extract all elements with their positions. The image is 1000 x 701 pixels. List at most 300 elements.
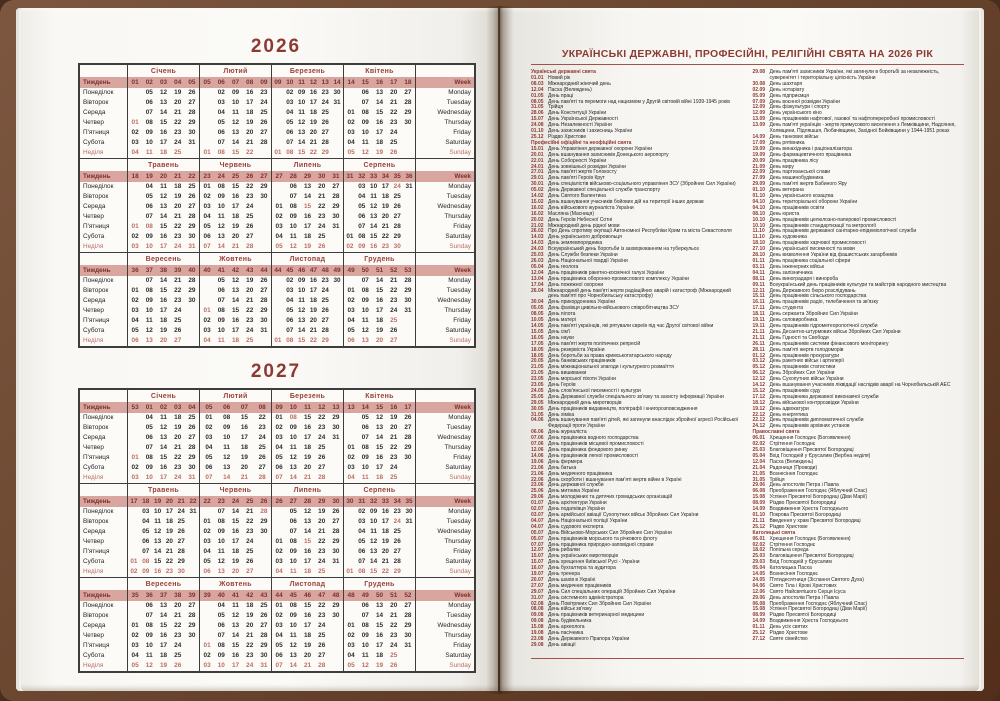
holiday-title: День працівників радіо, телебачення та зв'язку [769, 299, 879, 306]
date-row [128, 286, 199, 296]
week-number: 09 [274, 79, 282, 86]
date-cell: 26 [177, 528, 185, 535]
week-number: 28 [303, 498, 312, 505]
empty-date-cell [272, 128, 284, 138]
week-number: 17 [130, 498, 138, 505]
empty-date-cell [331, 118, 343, 128]
date-cell: 09 [145, 632, 153, 639]
date-cell: 30 [404, 454, 412, 461]
holiday-date: 04.07 [531, 523, 544, 530]
month-name: Серпень [363, 162, 396, 169]
holiday-section-header: Католицькі свята [752, 529, 796, 536]
date-row [344, 547, 415, 557]
calendar-band [80, 483, 474, 577]
holiday-date: 05.12 [752, 364, 766, 371]
date-cell: 26 [258, 454, 266, 461]
date-row [200, 601, 271, 611]
month-row-spacer [80, 578, 127, 590]
holiday-date: 03.11 [752, 263, 765, 270]
holiday-title: День Героїв Небесної Сотні [548, 216, 613, 223]
date-cell: 19 [303, 454, 312, 461]
holiday-title: Трійця [769, 476, 785, 483]
date-cell: 26 [390, 662, 398, 669]
day-label-en: Friday [453, 642, 471, 649]
empty-date-cell [272, 118, 284, 128]
date-cell: 20 [165, 538, 173, 545]
holiday-title: День Державного бюро розслідувань [769, 287, 856, 294]
date-row [200, 453, 271, 463]
holiday-date: 12.04 [531, 269, 544, 276]
date-cell: 07 [205, 474, 213, 481]
left-page [16, 8, 498, 691]
holiday-date: 24.05 [531, 387, 544, 394]
date-cell: 02 [205, 424, 213, 431]
date-cell: 26 [246, 223, 254, 230]
date-cell: 26 [188, 89, 196, 96]
holiday-date: 16.11 [752, 299, 765, 306]
holiday-date: 29.08 [752, 69, 766, 75]
holiday-date: 05.04 [752, 565, 766, 572]
holiday-title: Різдво Христове [769, 523, 808, 530]
date-cell: 10 [217, 203, 225, 210]
holiday-date: 17.12 [752, 393, 766, 400]
date-cell: 05 [275, 243, 283, 250]
empty-date-cell [272, 286, 284, 296]
holiday-date: 20.09 [752, 157, 766, 164]
month-name: Квітень [365, 68, 394, 75]
day-labels-uk [80, 253, 127, 346]
date-cell: 14 [289, 474, 297, 481]
date-cell: 30 [177, 568, 185, 575]
holiday-date: 25.06 [531, 488, 544, 495]
week-number: 44 [260, 267, 268, 274]
date-row [344, 222, 415, 232]
week-number-row [344, 496, 415, 507]
date-cell: 12 [361, 327, 369, 334]
date-cell: 11 [223, 444, 230, 451]
date-cell: 06 [361, 89, 369, 96]
day-label-uk: Неділя [83, 149, 104, 156]
empty-date-cell [128, 212, 142, 222]
date-cell: 06 [217, 622, 225, 629]
week-number: 02 [159, 404, 168, 411]
holiday-title: День працівників ракетно-космічної галузі України [548, 269, 664, 276]
week-number: 02 [145, 79, 153, 86]
holiday-date: 08.10 [752, 210, 766, 217]
empty-date-cell [128, 423, 142, 433]
date-cell: 02 [347, 119, 355, 126]
date-cell: 16 [159, 632, 168, 639]
day-label-en: Week [416, 265, 474, 276]
holiday-title: День Служби безпеки України [548, 252, 618, 259]
date-cell: 12 [375, 414, 384, 421]
week-number-row [272, 496, 343, 507]
date-cell: 02 [203, 317, 211, 324]
date-cell: 12 [159, 424, 168, 431]
date-row [200, 148, 271, 158]
holiday-title: День армійської авіації Сухопутних військ Збройних Сил України [548, 511, 699, 518]
holiday-title: День працівників нафтової, газової та нафтопереробної промисловості [769, 116, 935, 123]
date-cell: 14 [375, 612, 384, 619]
date-cell: 09 [361, 454, 369, 461]
date-cell: 29 [404, 444, 412, 451]
holiday-title: Трійця [548, 104, 564, 111]
holiday-date: 04.06 [531, 417, 544, 424]
week-number: 42 [231, 267, 240, 274]
week-number-row [128, 265, 199, 276]
date-row [200, 463, 271, 473]
date-row [272, 423, 343, 433]
empty-date-cell [272, 326, 284, 336]
date-cell: 23 [318, 213, 326, 220]
day-label-en: Monday [448, 508, 471, 515]
date-row [200, 517, 271, 527]
month-name: Серпень [363, 487, 396, 494]
date-cell: 15 [375, 287, 384, 294]
empty-date-cell [344, 537, 356, 547]
date-cell: 14 [298, 327, 306, 334]
date-cell: 13 [370, 213, 378, 220]
holiday-date: 02.08 [531, 600, 544, 607]
date-row [272, 98, 343, 108]
date-row [128, 232, 199, 242]
date-cell: 06 [203, 568, 211, 575]
date-cell: 10 [145, 474, 153, 481]
date-cell: 04 [347, 474, 355, 481]
week-number: 38 [159, 267, 168, 274]
empty-date-cell [185, 148, 199, 158]
week-number: 34 [393, 498, 401, 505]
date-cell: 18 [174, 414, 182, 421]
empty-date-cell [128, 108, 142, 118]
date-row [128, 507, 199, 517]
month-name: Травень [148, 487, 179, 494]
day-label-uk: Понеділок [83, 89, 114, 96]
date-cell: 28 [404, 277, 412, 284]
date-cell: 17 [303, 434, 312, 441]
date-cell: 28 [188, 612, 196, 619]
date-cell: 31 [189, 508, 197, 515]
date-row [344, 611, 415, 621]
holiday-title: Міжнародний день пам'яті жертв радіаційних аварій і катастроф (Міжнародний день пам'яті про Чорнобильську катастрофу) [548, 287, 731, 300]
date-cell: 05 [203, 558, 211, 565]
date-cell: 04 [347, 652, 355, 659]
date-cell: 21 [174, 213, 182, 220]
date-cell: 02 [131, 632, 139, 639]
date-cell: 01 [274, 149, 282, 156]
date-cell: 04 [131, 149, 139, 156]
date-cell: 11 [289, 233, 297, 240]
day-label-uk: Субота [83, 558, 105, 565]
holiday-date: 05.04 [752, 452, 766, 459]
date-cell: 20 [159, 337, 168, 344]
empty-date-cell [403, 232, 415, 242]
empty-date-cell [401, 651, 415, 661]
week-number: 53 [404, 267, 412, 274]
date-cell: 31 [188, 243, 196, 250]
day-label-uk: Вівторок [83, 99, 109, 106]
empty-date-cell [257, 232, 271, 242]
date-cell: 17 [240, 434, 248, 441]
month-name: Вересень [145, 581, 182, 588]
holiday-date: 08.05 [531, 311, 544, 318]
day-label-uk: Тиждень [80, 77, 127, 88]
date-cell: 03 [347, 129, 355, 136]
holiday-title: День морської піхоти України [548, 376, 616, 383]
day-label-en: Friday [453, 223, 471, 230]
day-label-uk: Субота [83, 327, 105, 334]
date-cell: 06 [145, 602, 153, 609]
week-number: 23 [217, 498, 225, 505]
date-cell: 10 [217, 327, 225, 334]
holiday-date: 22.09 [752, 169, 766, 176]
holiday-date: 29.07 [531, 588, 544, 595]
holiday-date: 27.01 [531, 169, 544, 176]
date-cell: 18 [381, 528, 389, 535]
date-cell: 27 [318, 464, 326, 471]
holiday-date: 29.01 [531, 175, 544, 182]
date-cell: 13 [223, 464, 231, 471]
date-cell: 02 [203, 193, 211, 200]
date-cell: 15 [298, 149, 306, 156]
date-cell: 23 [260, 89, 268, 96]
date-cell: 14 [298, 139, 306, 146]
date-row [272, 631, 343, 641]
date-row [200, 98, 271, 108]
date-cell: 30 [333, 89, 341, 96]
date-cell: 27 [246, 233, 254, 240]
week-number: 52 [390, 267, 398, 274]
date-row [344, 326, 415, 336]
date-cell: 28 [393, 558, 401, 565]
date-row [272, 242, 343, 252]
month-column [343, 578, 415, 671]
date-row [128, 621, 199, 631]
date-cell: 24 [318, 223, 326, 230]
week-number: 19 [145, 173, 153, 180]
date-cell: 21 [381, 558, 389, 565]
week-number: 29 [318, 498, 326, 505]
holiday-title: Свято Найсвятішого Серця Ісуса [769, 588, 846, 595]
date-cell: 01 [131, 223, 139, 230]
date-cell: 30 [188, 233, 196, 240]
holiday-date: 31.05 [531, 104, 544, 111]
date-cell: 24 [174, 139, 182, 146]
date-cell: 20 [390, 89, 398, 96]
holiday-title: День виноградаря і винороба [769, 275, 838, 282]
date-cell: 22 [246, 642, 254, 649]
holiday-title: День апостолів Петра і Павла [769, 482, 839, 489]
holiday-date: 27.10 [752, 246, 766, 253]
holiday-title: День миру [769, 163, 794, 170]
date-cell: 10 [231, 99, 240, 106]
date-cell: 05 [275, 642, 283, 649]
date-cell: 12 [361, 149, 369, 156]
date-cell: 26 [246, 558, 254, 565]
date-cell: 18 [303, 233, 312, 240]
date-cell: 03 [131, 642, 139, 649]
week-number-row [200, 402, 271, 413]
date-cell: 31 [404, 642, 412, 649]
date-cell: 24 [174, 474, 182, 481]
holiday-date: 18.12 [752, 399, 766, 406]
date-row [272, 222, 343, 232]
date-cell: 03 [203, 538, 211, 545]
date-cell: 21 [309, 327, 317, 334]
week-number: 24 [231, 498, 240, 505]
holiday-date: 21.11 [752, 517, 765, 524]
month-column [127, 578, 199, 671]
holiday-title: День залізничника [769, 269, 813, 276]
date-row [128, 276, 199, 286]
holiday-date: 26.02 [531, 228, 544, 235]
date-cell: 14 [231, 632, 240, 639]
month-name: Жовтень [219, 256, 252, 263]
date-row [344, 98, 415, 108]
holiday-date: 25.12 [752, 523, 766, 530]
holiday-title: Міжнародний жіночий день [548, 80, 611, 87]
holiday-date: 24.05 [752, 576, 766, 583]
holiday-date: 24.12 [752, 423, 766, 430]
date-row [128, 192, 199, 202]
calendar-band [80, 390, 474, 483]
month-column [343, 65, 415, 158]
day-labels-en [415, 65, 474, 158]
date-cell: 24 [246, 203, 254, 210]
date-row [128, 547, 199, 557]
empty-date-cell [401, 316, 415, 326]
date-cell: 30 [332, 548, 340, 555]
holiday-title: День українських миротворців [548, 553, 619, 560]
date-cell: 07 [145, 444, 153, 451]
date-cell: 20 [174, 203, 182, 210]
date-cell: 21 [246, 508, 254, 515]
date-cell: 19 [375, 662, 384, 669]
date-row [272, 547, 343, 557]
week-number: 36 [131, 267, 139, 274]
date-cell: 26 [318, 454, 326, 461]
year-title-2026: 2026 [250, 36, 302, 57]
holiday-title: Міжнародний день миротворців [548, 399, 622, 406]
date-row [128, 453, 199, 463]
holiday-date: 24.08 [531, 122, 544, 129]
date-row [128, 148, 199, 158]
date-cell: 15 [370, 568, 378, 575]
date-cell: 11 [298, 297, 305, 304]
holiday-date: 05.07 [531, 529, 544, 536]
date-row [200, 202, 271, 212]
date-cell: 28 [404, 434, 412, 441]
holiday-date: 25.05 [531, 393, 544, 400]
week-number: 23 [203, 173, 211, 180]
empty-date-cell [128, 192, 142, 202]
date-cell: 20 [375, 337, 384, 344]
date-row [200, 108, 271, 118]
date-cell: 09 [231, 89, 240, 96]
week-number: 10 [286, 79, 294, 86]
date-cell: 09 [370, 508, 378, 515]
month-name: Березень [289, 68, 326, 75]
date-cell: 03 [347, 642, 355, 649]
holiday-date: 13.09 [752, 122, 766, 129]
day-label-uk: Четвер [83, 213, 104, 220]
date-cell: 19 [174, 89, 182, 96]
date-cell: 20 [174, 602, 182, 609]
date-cell: 25 [393, 528, 401, 535]
day-label-uk: Неділя [83, 337, 104, 344]
holiday-title: День воєнної розвідки України [769, 98, 840, 105]
date-cell: 06 [347, 337, 355, 344]
date-cell: 10 [145, 243, 153, 250]
date-cell: 28 [332, 193, 340, 200]
empty-date-cell [272, 138, 284, 148]
holiday-title: День бухгалтера та аудитора [548, 565, 616, 572]
holiday-date: 15.05 [531, 328, 544, 335]
date-cell: 21 [390, 434, 398, 441]
month-name: Грудень [364, 581, 395, 588]
month-name: Червень [219, 162, 252, 169]
holiday-date: 18.05 [531, 352, 544, 359]
day-label-uk: Четвер [83, 119, 104, 126]
date-cell: 16 [240, 424, 248, 431]
month-name: Березень [289, 393, 326, 400]
date-cell: 01 [203, 307, 211, 314]
date-cell: 03 [142, 508, 150, 515]
holiday-date: 12.06 [752, 588, 766, 595]
holiday-title: День студента [769, 305, 804, 312]
holiday-date: 06.12 [752, 370, 766, 377]
date-row [200, 567, 271, 577]
empty-date-cell [200, 507, 214, 517]
empty-date-cell [403, 222, 415, 232]
date-cell: 11 [361, 652, 369, 659]
week-number: 27 [275, 173, 283, 180]
date-cell: 08 [361, 109, 369, 116]
date-cell: 28 [188, 277, 196, 284]
date-cell: 12 [217, 223, 225, 230]
empty-date-cell [329, 463, 343, 473]
empty-date-cell [200, 621, 214, 631]
date-cell: 11 [298, 109, 305, 116]
holiday-date: 07.09 [752, 98, 766, 105]
holiday-title: День резервіста України [548, 346, 605, 353]
date-row [272, 128, 343, 138]
date-cell: 02 [131, 297, 139, 304]
holiday-date: 15.07 [531, 116, 544, 123]
date-cell: 19 [159, 662, 168, 669]
date-cell: 05 [347, 327, 355, 334]
date-row [344, 557, 415, 567]
day-label-uk: Субота [83, 652, 105, 659]
date-cell: 23 [381, 243, 389, 250]
holiday-title: День праці [548, 92, 574, 99]
holiday-date: 26.04 [531, 287, 544, 294]
holiday-date: 01.12 [752, 352, 766, 359]
holiday-title: День українського добровольця [548, 234, 622, 241]
date-cell: 20 [246, 622, 254, 629]
date-row [200, 88, 271, 98]
holiday-date: 05.07 [531, 535, 544, 542]
holiday-date: 31.05 [531, 411, 544, 418]
date-row [344, 453, 415, 463]
date-cell: 09 [358, 243, 366, 250]
date-cell: 30 [188, 464, 196, 471]
date-cell: 31 [260, 327, 268, 334]
day-label-uk: Вівторок [83, 518, 109, 525]
date-cell: 07 [145, 213, 153, 220]
date-cell: 05 [203, 223, 211, 230]
date-cell: 18 [375, 139, 384, 146]
